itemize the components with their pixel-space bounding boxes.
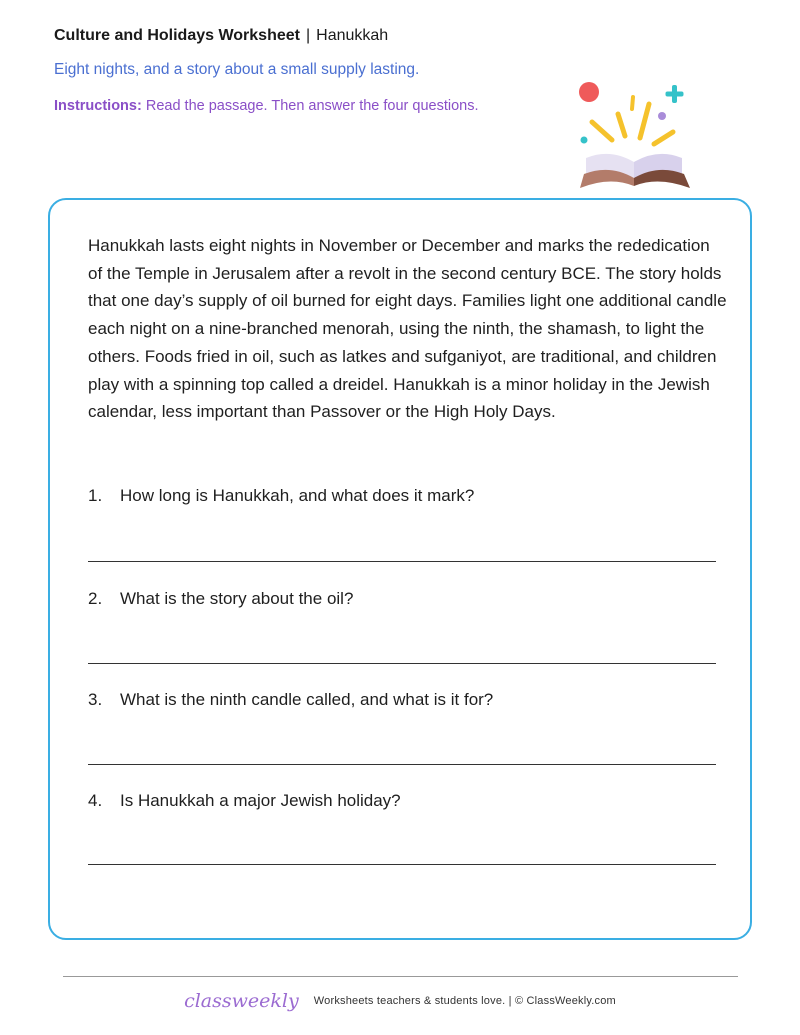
question-number: 1. xyxy=(88,486,103,505)
header-separator: | xyxy=(305,27,311,44)
answer-line-4[interactable] xyxy=(88,864,716,865)
reading-passage: Hanukkah lasts eight nights in November or December and marks the rededication of the Temple in Jerusalem after a revolt in the second century BCE. The story holds that one day’s supply of oil burned for eight days. Families light one additional candle each night on a nine-branched menorah, using the ninth, the shamash, to light the others. Foods fried in oil, such as latkes and sufganiyot, are traditional, and children play with a spinning top called a dreidel. Hanukkah is a minor holiday in the Jewish calendar, less important than Passover or the High Holy Days. xyxy=(88,236,727,422)
worksheet-topic: Hanukkah xyxy=(316,27,389,44)
worksheet-header xyxy=(54,27,388,45)
brand-logo: classweekly xyxy=(184,990,299,1012)
question-text: How long is Hanukkah, and what does it mark? xyxy=(120,486,475,505)
passage-card xyxy=(48,198,752,940)
footer-text: Worksheets teachers & students love. | © ClassWeekly.com xyxy=(313,995,616,1007)
footer xyxy=(0,990,800,1012)
answer-line-2[interactable] xyxy=(88,663,716,664)
worksheet-title: Culture and Holidays Worksheet xyxy=(54,27,300,44)
answer-line-3[interactable] xyxy=(88,764,716,765)
worksheet-subtitle: Eight nights, and a story about a small supply lasting. xyxy=(54,61,420,78)
question-3 xyxy=(88,690,716,710)
question-text: What is the story about the oil? xyxy=(120,589,354,608)
question-text: What is the ninth candle called, and what is it for? xyxy=(120,690,494,709)
question-number: 3. xyxy=(88,690,103,709)
answer-line-1[interactable] xyxy=(88,561,716,562)
instructions-text: Read the passage. Then answer the four questions. xyxy=(145,98,479,114)
question-2 xyxy=(88,589,716,609)
question-1 xyxy=(88,486,716,506)
footer-divider xyxy=(63,976,738,977)
open-book-with-sparkles-icon xyxy=(570,76,700,200)
instructions xyxy=(54,98,479,114)
question-text: Is Hanukkah a major Jewish holiday? xyxy=(120,791,401,810)
instructions-label: Instructions: xyxy=(54,98,142,114)
question-number: 4. xyxy=(88,791,103,810)
question-4 xyxy=(88,791,716,811)
question-number: 2. xyxy=(88,589,103,608)
